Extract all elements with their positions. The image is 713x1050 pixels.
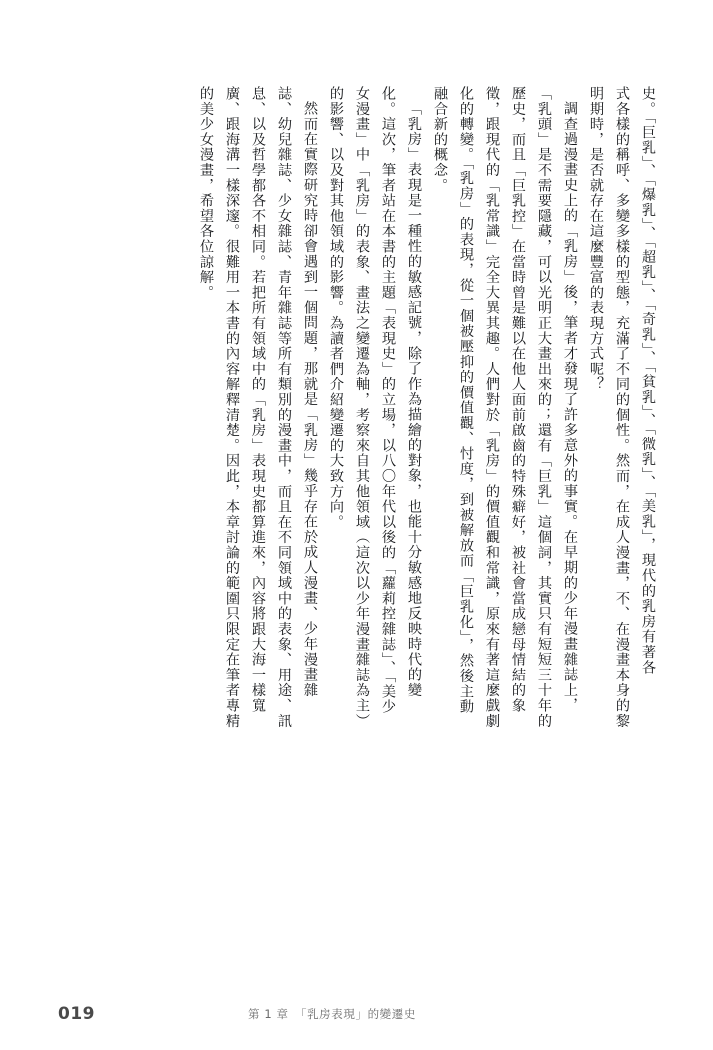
text-column: 的影響、以及對其他領域的影響。為讀者們介紹變遷的大致方向。 — [328, 86, 344, 530]
text-column: 息、以及哲學都各不相同。若把所有領域中的「乳房」表現史都算進來，內容將跟大海一樣寬 — [250, 86, 266, 714]
text-column: 「乳頭」是不需要隱藏，可以光明正大畫出來的；還有「巨乳」這個詞，其實只有短短三十年的 — [536, 86, 552, 729]
vertical-text-body — [52, 86, 661, 971]
text-column: 廣、跟海溝一樣深邃。很難用一本書的內容解釋清楚。因此，本章討論的範圍只限定在筆者專精 — [224, 86, 240, 729]
running-head: 第 1 章 「乳房表現」的變遷史 — [248, 1007, 416, 1021]
text-column: 女漫畫」中「乳房」的表象、畫法之變遷為軸，考察來自其他領域（這次以少年漫畫雜誌為主） — [354, 86, 370, 729]
text-column: 融合新的概念。 — [432, 86, 448, 194]
text-column: 然而在實際研究時卻會遇到一個問題，那就是「乳房」幾乎存在於成人漫畫、少年漫畫雜 — [302, 101, 318, 698]
text-column: 明期時，是否就存在這麼豐富的表現方式呢？ — [588, 86, 604, 392]
text-column: 徵，跟現代的「乳常識」完全大異其趣。人們對於「乳房」的價值觀和常識，原來有著這麼戲劇 — [484, 86, 500, 729]
text-column: 「乳房」表現是一種性的敏感記號，除了作為描繪的對象，也能十分敏感地反映時代的變 — [406, 101, 422, 698]
text-column: 史。「巨乳」、「爆乳」、「超乳」、「奇乳」、「貧乳」、「微乳」、「美乳」，現代的乳房有著各 — [640, 86, 656, 676]
text-column: 化。這次，筆者站在本書的主題「表現史」的立場，以八〇年代以後的「蘿莉控雜誌」、「美少 — [380, 86, 396, 715]
text-column: 調查過漫畫史上的「乳房」後，筆者才發現了許多意外的事實。在早期的少年漫畫雜誌上， — [562, 101, 578, 713]
text-column: 歷史，而且「巨乳控」在當時曾是難以在他人面前啟齒的特殊癖好，被社會當成戀母情結的象 — [510, 86, 526, 714]
page-number: 019 — [58, 1004, 95, 1024]
text-column: 誌、幼兒雜誌、少女雜誌、青年雜誌等所有類別的漫畫中，而且在不同領域中的表象、用途、訊 — [276, 86, 292, 729]
text-column: 化的轉變。「乳房」的表現，從一個被壓抑的價值觀、忖度，到被解放而「巨乳化」，然後主動 — [458, 86, 474, 715]
text-column: 式各樣的稱呼、多變多樣的型態，充滿了不同的個性。然而，在成人漫畫，不、在漫畫本身的黎 — [614, 86, 630, 729]
page-footer — [0, 998, 713, 1024]
text-column: 的美少女漫畫，希望各位諒解。 — [198, 86, 214, 301]
